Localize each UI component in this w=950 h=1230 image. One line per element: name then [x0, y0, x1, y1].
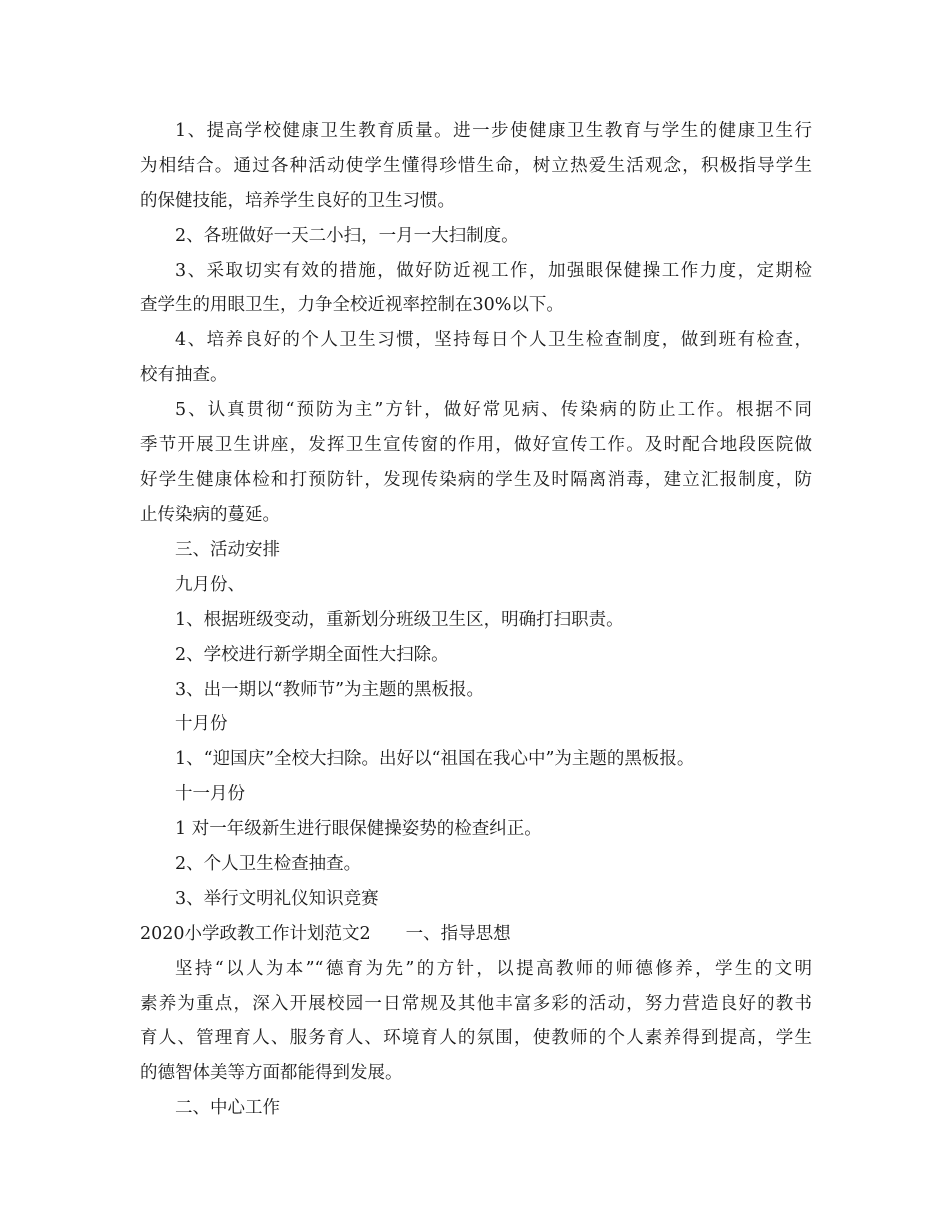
list-item: 3、出一期以“教师节”为主题的黑板报。	[175, 680, 485, 700]
month-heading: 十月份	[175, 714, 228, 734]
paragraph-line: 查学生的用眼卫生，力争全校近视率控制在30%以下。	[140, 295, 564, 315]
paragraph-line: 好学生健康体检和打预防针，发现传染病的学生及时隔离消毒，建立汇报制度，防	[140, 470, 812, 490]
paragraph-line: 育人、管理育人、服务育人、环境育人的氛围，使教师的个人素养得到提高，学生	[140, 1028, 812, 1048]
paragraph-line: 素养为重点，深入开展校园一日常规及其他丰富多彩的活动，努力营造良好的教书	[140, 994, 812, 1014]
list-item: 1 对一年级新生进行眼保健操姿势的检查纠正。	[175, 819, 542, 839]
list-item: 1、根据班级变动，重新划分班级卫生区，明确打扫职责。	[175, 610, 624, 630]
paragraph-line: 1、提高学校健康卫生教育质量。进一步使健康卫生教育与学生的健康卫生行	[175, 121, 812, 141]
month-heading: 十一月份	[175, 784, 245, 804]
paragraph-line: 校有抽查。	[140, 365, 228, 385]
list-item: 2、学校进行新学期全面性大扫除。	[175, 645, 449, 665]
paragraph-line: 的保健技能，培养学生良好的卫生习惯。	[140, 191, 455, 211]
paragraph-line: 3、采取切实有效的措施，做好防近视工作，加强眼保健操工作力度，定期检	[175, 261, 812, 281]
paragraph-line: 的德智体美等方面都能得到发展。	[140, 1063, 403, 1083]
paragraph-line: 坚持“以人为本”“德育为先”的方针，以提高教师的师德修养，学生的文明	[175, 959, 812, 979]
paragraph-line: 季节开展卫生讲座，发挥卫生宣传窗的作用，做好宣传工作。及时配合地段医院做	[140, 435, 812, 455]
article-title-line: 2020小学政教工作计划范文2 一、指导思想	[140, 924, 511, 944]
paragraph-line: 5、认真贯彻“预防为主”方针，做好常见病、传染病的防止工作。根据不同	[175, 400, 812, 420]
section-heading: 三、活动安排	[175, 540, 280, 560]
paragraph-line: 止传染病的蔓延。	[140, 505, 280, 525]
list-item: 1、“迎国庆”全校大扫除。出好以“祖国在我心中”为主题的黑板报。	[175, 749, 695, 769]
paragraph-line: 为相结合。通过各种活动使学生懂得珍惜生命，树立热爱生活观念，积极指导学生	[140, 156, 812, 176]
month-heading: 九月份、	[175, 575, 245, 595]
list-item: 3、举行文明礼仪知识竞赛	[175, 889, 379, 909]
paragraph-line: 2、各班做好一天二小扫，一月一大扫制度。	[175, 226, 519, 246]
paragraph-line: 4、培养良好的个人卫生习惯，坚持每日个人卫生检查制度，做到班有检查，	[175, 330, 812, 350]
section-heading: 二、中心工作	[175, 1098, 280, 1118]
list-item: 2、个人卫生检查抽查。	[175, 854, 362, 874]
